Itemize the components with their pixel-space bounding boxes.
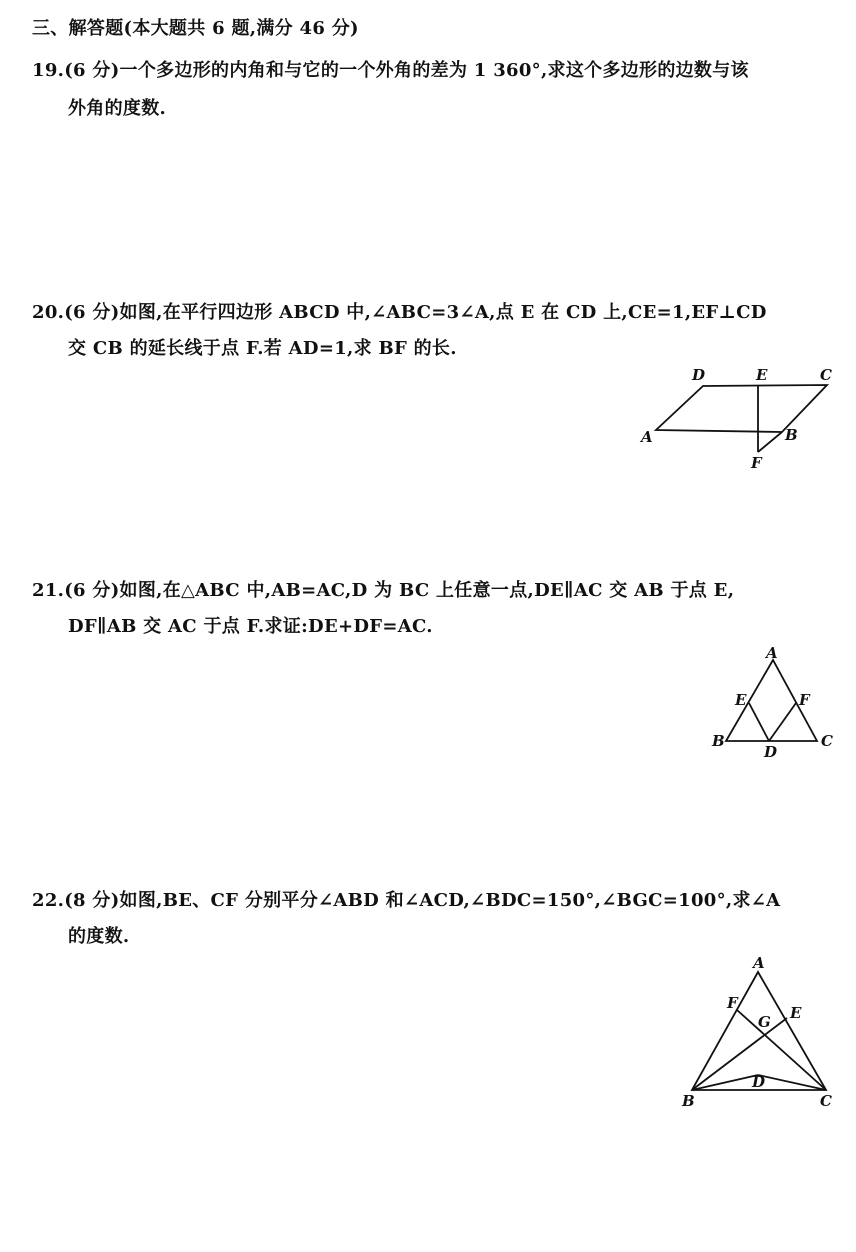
- label-a: A: [766, 644, 778, 662]
- question-20-text-1: (6 分)如图,在平行四边形 ABCD 中,∠ABC=3∠A,点 E 在 CD 上,CE=1,EF⊥CD: [64, 302, 767, 323]
- question-20-text-2: 交 CB 的延长线于点 F.若 AD=1,求 BF 的长.: [68, 338, 457, 359]
- question-22-number: 22.: [32, 890, 65, 911]
- label-b: B: [682, 1092, 695, 1110]
- label-c: C: [820, 1092, 832, 1110]
- question-20-number: 20.: [32, 302, 65, 323]
- label-b: B: [785, 426, 798, 444]
- label-f: F: [799, 691, 810, 709]
- label-d: D: [692, 366, 706, 384]
- segment-dc: [758, 1075, 826, 1090]
- label-a: A: [641, 428, 653, 446]
- question-19-text-1: (6 分)一个多边形的内角和与它的一个外角的差为 1 360°,求这个多边形的边数与该: [64, 60, 749, 81]
- question-21-text-2: DF∥AB 交 AC 于点 F.求证:DE+DF=AC.: [68, 616, 433, 637]
- label-g: G: [758, 1013, 771, 1031]
- question-21-number: 21.: [32, 580, 65, 601]
- question-19-number: 19.: [32, 60, 65, 81]
- label-a: A: [753, 954, 765, 972]
- label-c: C: [821, 732, 833, 750]
- label-c: C: [820, 366, 832, 384]
- label-d: D: [764, 743, 778, 761]
- label-e: E: [735, 691, 747, 709]
- question-22-text-1: (8 分)如图,BE、CF 分别平分∠ABD 和∠ACD,∠BDC=150°,∠BGC=100°,求∠A: [64, 890, 781, 911]
- label-e: E: [790, 1004, 802, 1022]
- label-b: B: [712, 732, 725, 750]
- label-e: E: [756, 366, 768, 384]
- question-19-text-2: 外角的度数.: [68, 98, 167, 119]
- section-header: 三、解答题(本大题共 6 题,满分 46 分): [32, 18, 359, 39]
- question-21-text-1: (6 分)如图,在△ABC 中,AB=AC,D 为 BC 上任意一点,DE∥AC 交 AB 于点 E,: [64, 580, 735, 601]
- question-22-text-2: 的度数.: [68, 926, 130, 947]
- label-d: D: [752, 1073, 766, 1091]
- label-f: F: [751, 454, 762, 472]
- label-f: F: [727, 994, 738, 1012]
